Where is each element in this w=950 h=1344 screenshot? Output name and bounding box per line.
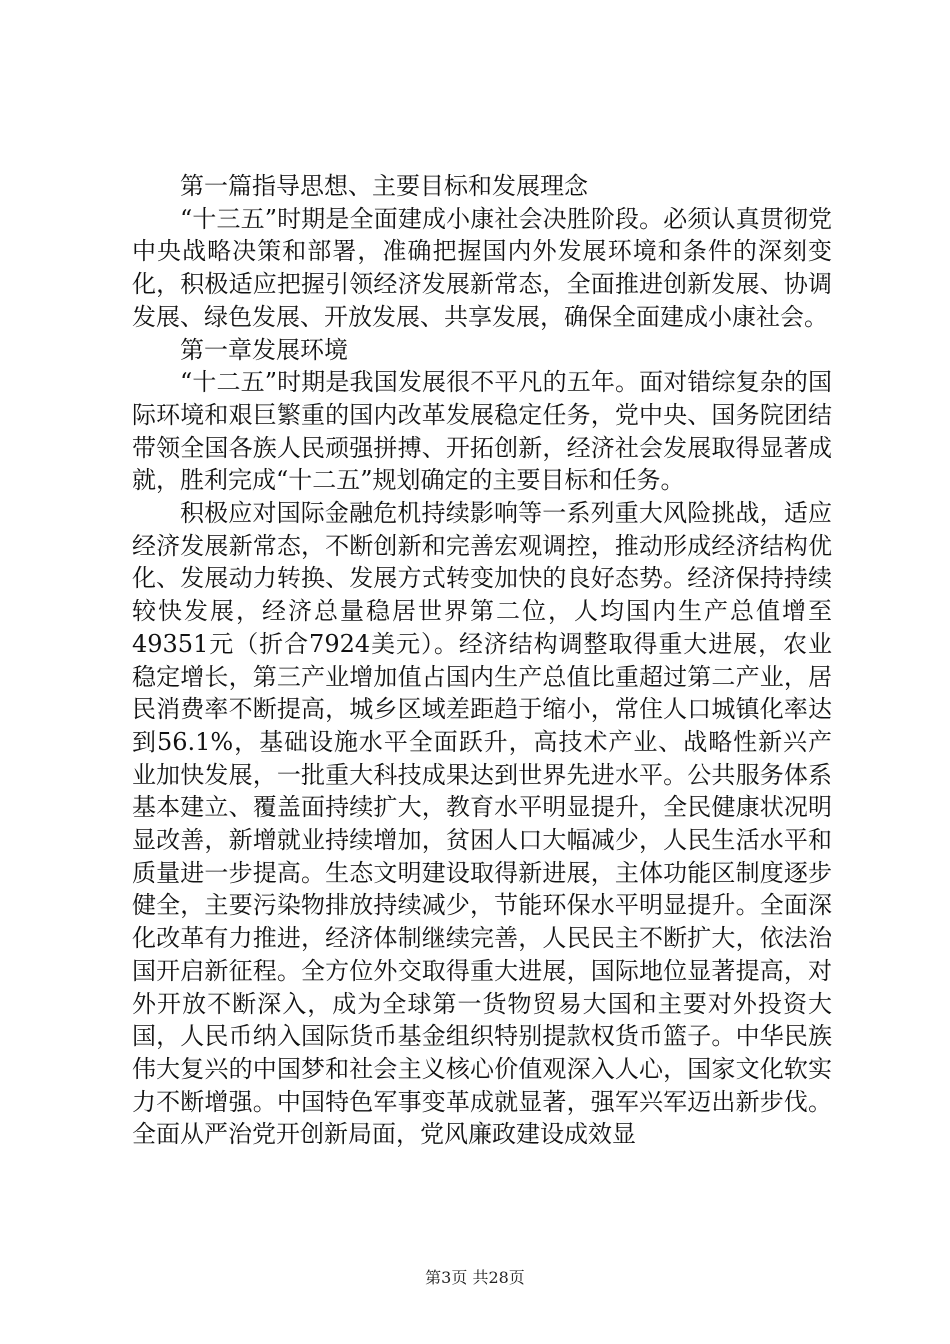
- section-heading: 第一篇指导思想、主要目标和发展理念: [180, 172, 588, 200]
- body-paragraph: “十三五”时期是全面建成小康社会决胜阶段。必须认真贯彻党中央战略决策和部署，准确把握国内外发展环境和条件的深刻变化，积极适应把握引领经济发展新常态，全面推进创新发展、协调发展、绿色发展、开放发展、共享发展，确保全面建成小康社会。: [132, 204, 832, 331]
- page-number-footer: 第3页 共28页: [425, 1268, 525, 1287]
- body-paragraph: 积极应对国际金融危机持续影响等一系列重大风险挑战，适应经济发展新常态，不断创新和完善宏观调控，推动形成经济结构优化、发展动力转换、发展方式转变加快的良好态势。经济保持持续较快发展，经济总量稳居世界第二位，人均国内生产总值增至49351元（折合7924美元）。经济结构调整取得重大进展，农业稳定增长，第三产业增加值占国内生产总值比重超过第二产业，居民消费率不断提高，城乡区域差距趋于缩小，常住人口城镇化率达到56.1%，基础设施水平全面跃升，高技术产业、战略性新兴产业加快发展，一批重大科技成果达到世界先进水平。公共服务体系基本建立、覆盖面持续扩大，教育水平明显提升，全民健康状况明显改善，新增就业持续增加，贫困人口大幅减少，人民生活水平和质量进一步提高。生态文明建设取得新进展，主体功能区制度逐步健全，主要污染物排放持续减少，节能环保水平明显提升。全面深化改革有力推进，经济体制继续完善，人民民主不断扩大，依法治国开启新征程。全方位外交取得重大进展，国际地位显著提高，对外开放不断深入，成为全球第一货物贸易大国和主要对外投资大国，人民币纳入国际货币基金组织特别提款权货币篮子。中华民族伟大复兴的中国梦和社会主义核心价值观深入人心，国家文化软实力不断增强。中国特色军事变革成就显著，强军兴军迈出新步伐。全面从严治党开创新局面，党风廉政建设成效显: [132, 499, 832, 1149]
- body-paragraph: “十二五”时期是我国发展很不平凡的五年。面对错综复杂的国际环境和艰巨繁重的国内改革发展稳定任务，党中央、国务院团结带领全国各族人民顽强拼搏、开拓创新，经济社会发展取得显著成就，胜利完成“十二五”规划确定的主要目标和任务。: [132, 368, 832, 495]
- chapter-heading: 第一章发展环境: [180, 335, 348, 364]
- document-body: [132, 170, 832, 1151]
